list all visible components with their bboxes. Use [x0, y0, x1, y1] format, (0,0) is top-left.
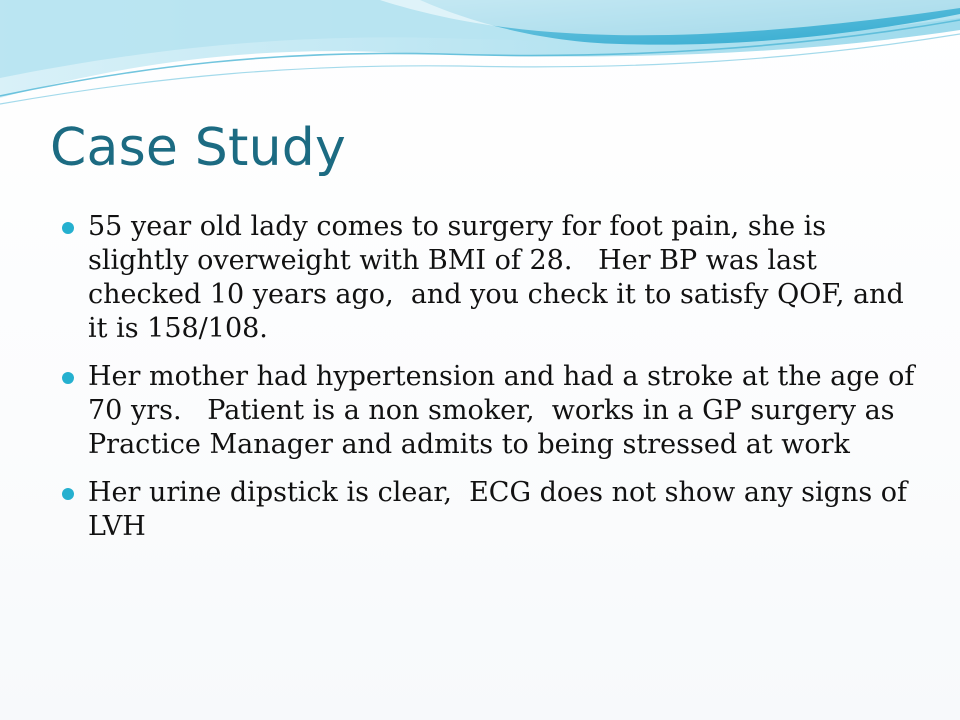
bullet-item: [60, 360, 923, 462]
bullet-item: [60, 476, 920, 544]
bullet-text: Her mother had hypertension and had a stroke at the age of 70 yrs. Patient is a non smoker, works in a GP surgery as Practice Manager and admits to being stressed at work: [88, 361, 923, 460]
bullet-dot-icon: [62, 372, 74, 384]
bullet-dot-icon: [62, 488, 74, 500]
bullet-dot-icon: [62, 222, 74, 234]
slide-title: Case Study: [50, 118, 346, 178]
bullet-text: 55 year old lady comes to surgery for foot pain, she is slightly overweight with BMI of 28. Her BP was last checked 10 years ago, and you check it to satisfy QOF, and it is 158/108.: [88, 211, 913, 344]
header-wave-decoration: [0, 0, 960, 120]
bullet-item: [60, 210, 920, 346]
bullet-list: [60, 210, 923, 558]
bullet-text: Her urine dipstick is clear, ECG does not show any signs of LVH: [88, 477, 916, 542]
